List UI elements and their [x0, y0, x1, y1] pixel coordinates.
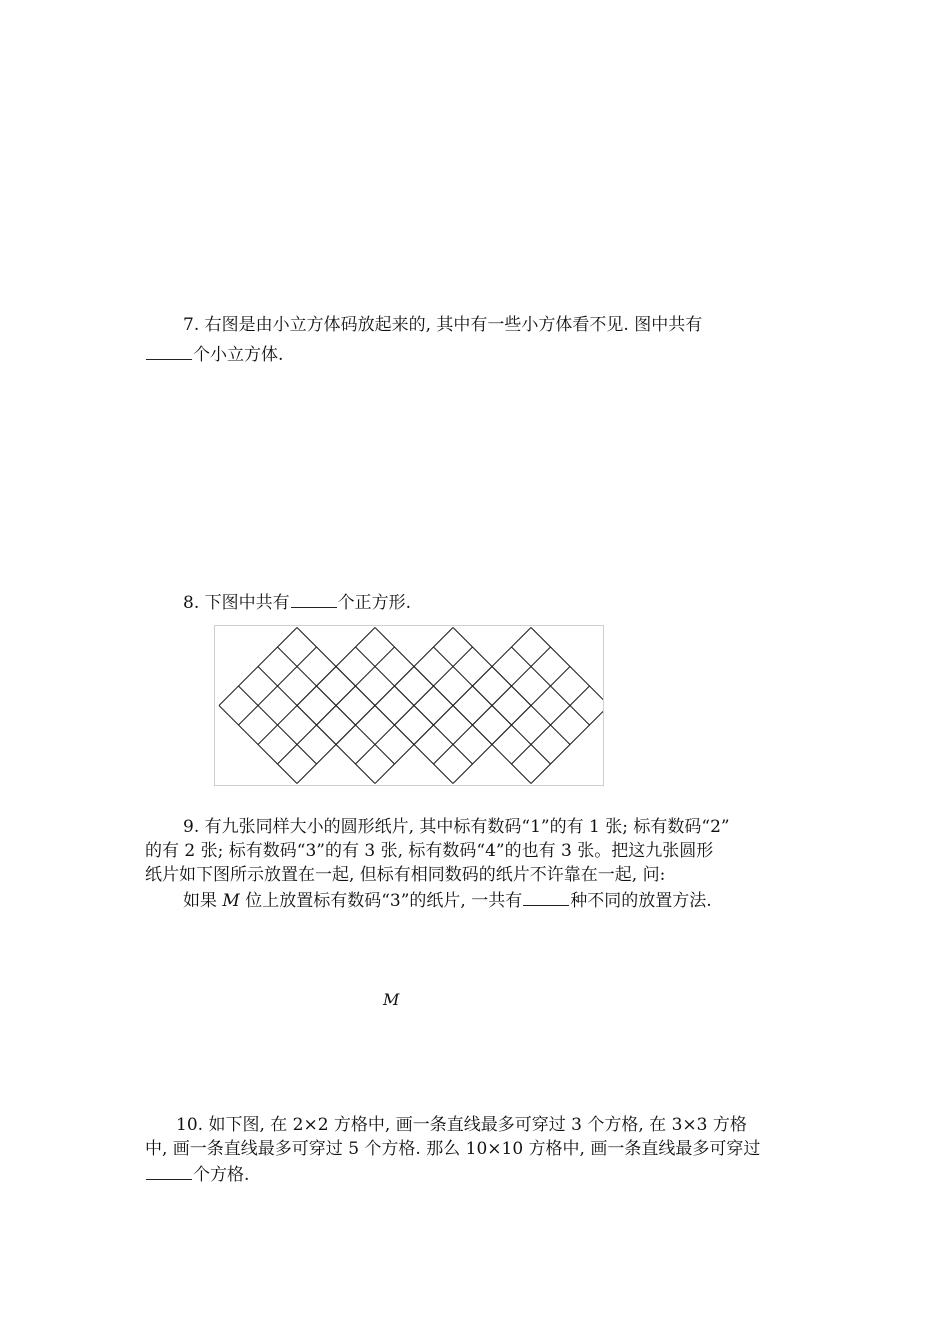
q9-line-2	[145, 839, 713, 863]
grid-line-39	[531, 628, 603, 706]
q7-line-2	[145, 341, 283, 367]
q7-text-2: 个小立方体.	[193, 345, 284, 365]
q10-line-3	[145, 1161, 249, 1187]
q10-text-2: 中, 画一条直线最多可穿过 5 个方格. 那么 10×10 方格中, 画一条直线最多可穿过	[145, 1139, 761, 1159]
q9-text-4-mid: 位上放置标有数码“3”的纸片, 一共有	[239, 891, 523, 911]
q9-text-2: 的有 2 张; 标有数码“3”的有 3 张, 标有数码“4”的也有 3 张。把这九张圆形	[145, 841, 714, 861]
q8-text-suffix: 个正方形.	[337, 593, 412, 613]
q9-line-3	[145, 863, 665, 887]
q9-text-3: 纸片如下图所示放置在一起, 但标有相同数码的纸片不许靠在一起, 问:	[145, 865, 666, 885]
q8-line	[183, 589, 411, 615]
q9-answer-blank[interactable]	[523, 887, 569, 906]
q7-text-1: 7. 右图是由小立方体码放起来的, 其中有一些小方体看不见. 图中共有	[183, 315, 703, 335]
diamond-grid-figure	[214, 625, 604, 786]
q8-answer-blank[interactable]	[291, 589, 337, 608]
grid-line-38	[531, 706, 603, 784]
q9-text-4-suffix: 种不同的放置方法.	[570, 891, 712, 911]
q10-line-2	[145, 1137, 760, 1161]
q9-figure-label-m: M	[383, 990, 400, 1009]
q8-text-prefix: 8. 下图中共有	[183, 593, 290, 613]
q9-variable-m: M	[222, 891, 240, 911]
q9-text-4-prefix: 如果	[183, 891, 223, 911]
q10-answer-blank[interactable]	[146, 1161, 192, 1180]
diamond-grid-drawing	[215, 626, 603, 785]
q7-line-1	[183, 313, 702, 337]
q9-line-1	[183, 815, 730, 839]
q9-text-1: 9. 有九张同样大小的圆形纸片, 其中标有数码“1”的有 1 张; 标有数码“2”	[183, 817, 730, 837]
q10-text-3: 个方格.	[193, 1165, 250, 1185]
q7-answer-blank[interactable]	[146, 341, 192, 360]
q9-line-4	[183, 887, 712, 913]
q10-text-1: 10. 如下图, 在 2×2 方格中, 画一条直线最多可穿过 3 个方格, 在 3×3 方格	[176, 1115, 747, 1135]
q10-line-1	[176, 1113, 747, 1137]
